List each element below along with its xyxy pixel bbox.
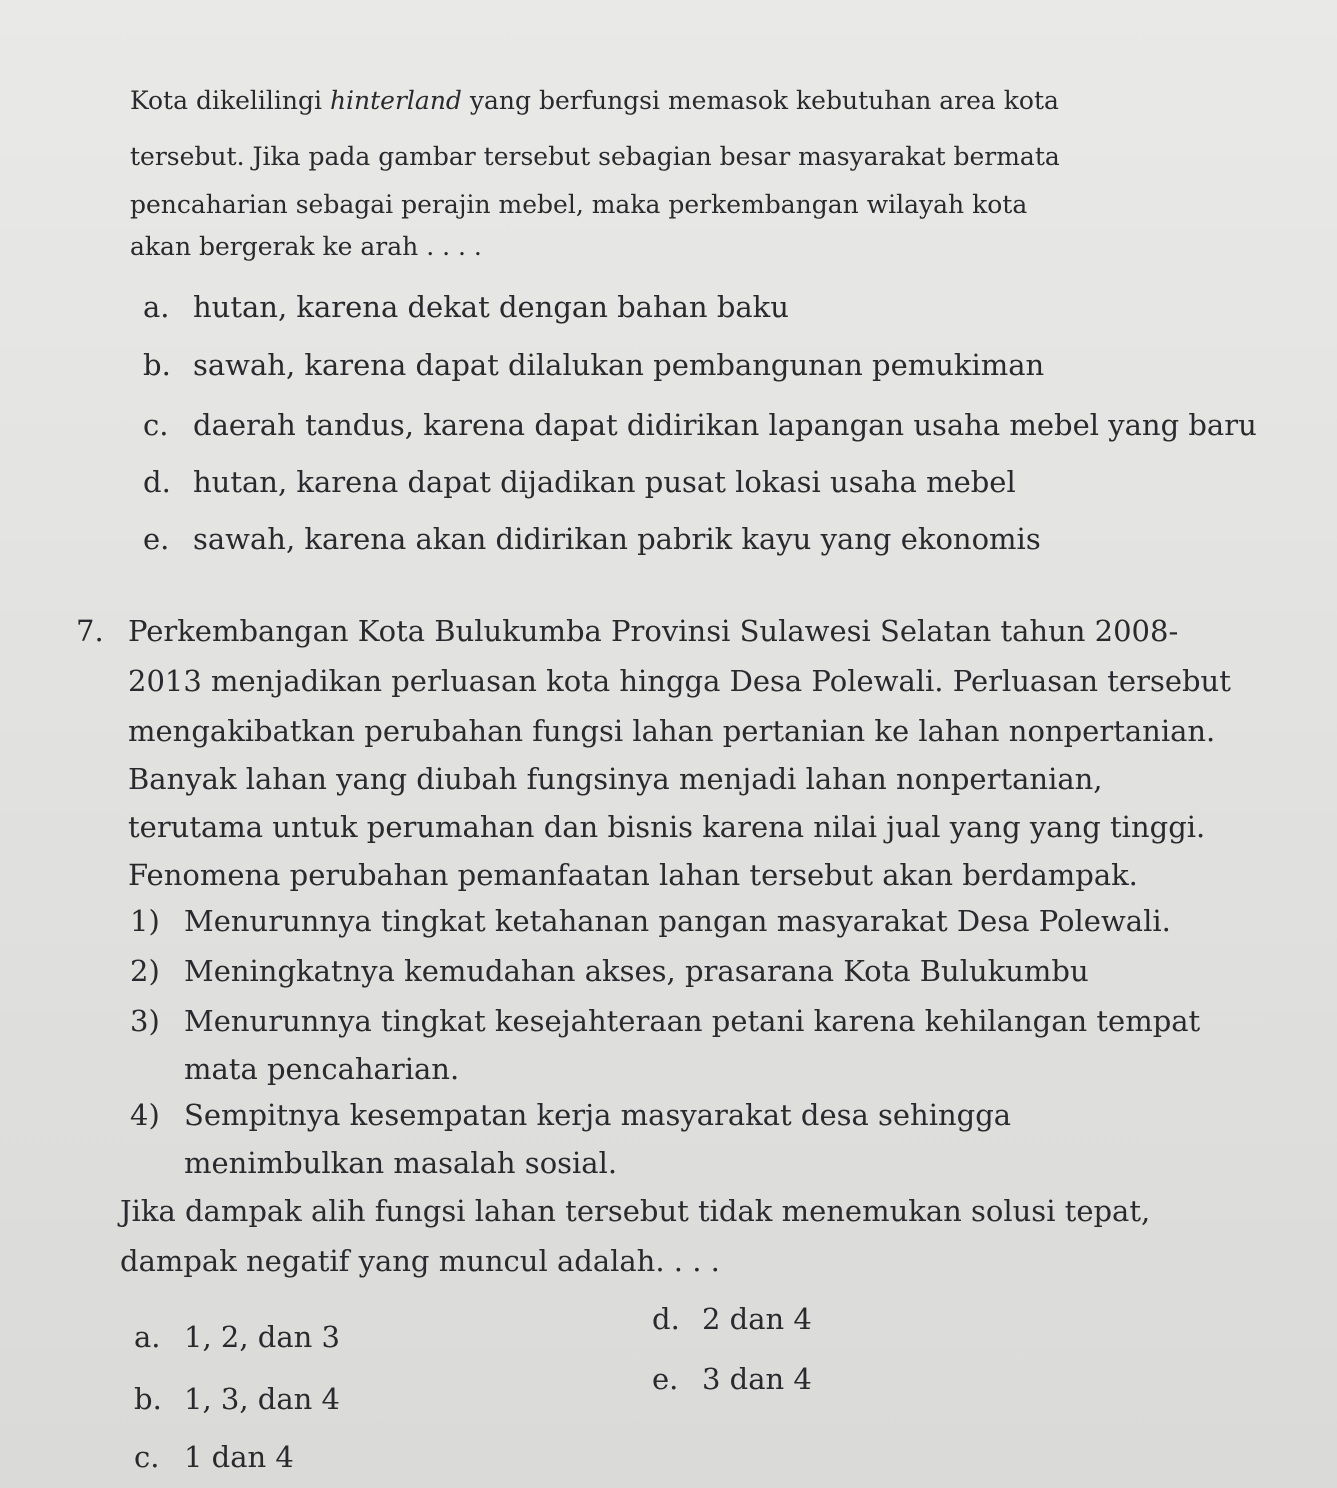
q7-stem-line: mengakibatkan perubahan fungsi lahan pertanian ke lahan nonpertanian. <box>128 714 1216 748</box>
option-letter: a. <box>134 1320 161 1354</box>
q6-stem-line: Kota dikelilingi hinterland yang berfungsi memasok kebutuhan area kota <box>130 86 1059 115</box>
q7-option-c[interactable] <box>134 1440 294 1475</box>
statement-number: 2) <box>130 954 160 988</box>
statement-number: 3) <box>130 1004 160 1038</box>
option-letter: e. <box>143 522 170 556</box>
q7-closing-line: dampak negatif yang muncul adalah. . . . <box>120 1244 720 1278</box>
option-text: daerah tandus, karena dapat didirikan lapangan usaha mebel yang baru <box>193 408 1257 442</box>
hinterland-term: hinterland <box>329 86 462 115</box>
q6-option-d[interactable] <box>143 465 1016 500</box>
q7-stem-line: terutama untuk perumahan dan bisnis karena nilai jual yang yang tinggi. <box>128 810 1206 844</box>
option-letter: c. <box>143 408 169 442</box>
option-letter: c. <box>134 1440 160 1474</box>
q7-stem-line: Banyak lahan yang diubah fungsinya menjadi lahan nonpertanian, <box>128 762 1103 796</box>
option-text: 3 dan 4 <box>702 1362 812 1396</box>
q7-stem-line: 7. Perkembangan Kota Bulukumba Provinsi Sulawesi Selatan tahun 2008- <box>76 614 1179 648</box>
option-text: 1, 2, dan 3 <box>184 1320 340 1354</box>
q6-stem-line: pencaharian sebagai perajin mebel, maka perkembangan wilayah kota <box>130 190 1028 219</box>
option-text: 2 dan 4 <box>702 1302 812 1336</box>
option-text: 1 dan 4 <box>184 1440 294 1474</box>
q7-statement-3-continued: mata pencaharian. <box>184 1052 460 1086</box>
option-text: sawah, karena dapat dilalukan pembangunan pemukiman <box>193 348 1045 382</box>
q6-option-a[interactable] <box>143 290 789 325</box>
option-text: sawah, karena akan didirikan pabrik kayu yang ekonomis <box>193 522 1041 556</box>
option-letter: b. <box>143 348 171 382</box>
option-letter: b. <box>134 1382 162 1416</box>
q7-option-e[interactable] <box>652 1362 812 1397</box>
q7-statement-4: 4) Sempitnya kesempatan kerja masyarakat desa sehingga <box>130 1098 1012 1132</box>
option-letter: a. <box>143 290 170 324</box>
q6-option-c[interactable] <box>143 408 1257 443</box>
q7-option-a[interactable] <box>134 1320 340 1355</box>
q7-stem-line: Fenomena perubahan pemanfaatan lahan tersebut akan berdampak. <box>128 858 1138 892</box>
option-text: hutan, karena dapat dijadikan pusat lokasi usaha mebel <box>193 465 1016 499</box>
q6-option-e[interactable] <box>143 522 1041 557</box>
option-text: hutan, karena dekat dengan bahan baku <box>193 290 789 324</box>
q7-statement-4-continued: menimbulkan masalah sosial. <box>184 1146 618 1180</box>
q6-option-b[interactable] <box>143 348 1044 383</box>
q6-stem-line: tersebut. Jika pada gambar tersebut sebagian besar masyarakat bermata <box>130 142 1060 171</box>
q7-closing-line: Jika dampak alih fungsi lahan tersebut tidak menemukan solusi tepat, <box>120 1194 1151 1228</box>
q7-stem-line: 2013 menjadikan perluasan kota hingga Desa Polewali. Perluasan tersebut <box>128 664 1231 698</box>
q7-statement-2: 2) Meningkatnya kemudahan akses, prasarana Kota Bulukumbu <box>130 954 1089 988</box>
q7-option-d[interactable] <box>652 1302 812 1337</box>
q6-stem-line: akan bergerak ke arah . . . . <box>130 232 482 261</box>
q7-statement-3: 3) Menurunnya tingkat kesejahteraan petani karena kehilangan tempat <box>130 1004 1201 1038</box>
statement-number: 1) <box>130 904 160 938</box>
statement-number: 4) <box>130 1098 160 1132</box>
question-number: 7. <box>76 614 104 648</box>
option-letter: d. <box>143 465 171 499</box>
q7-option-b[interactable] <box>134 1382 340 1417</box>
option-letter: e. <box>652 1362 679 1396</box>
option-text: 1, 3, dan 4 <box>184 1382 340 1416</box>
option-letter: d. <box>652 1302 680 1336</box>
q7-statement-1: 1) Menurunnya tingkat ketahanan pangan masyarakat Desa Polewali. <box>130 904 1171 938</box>
